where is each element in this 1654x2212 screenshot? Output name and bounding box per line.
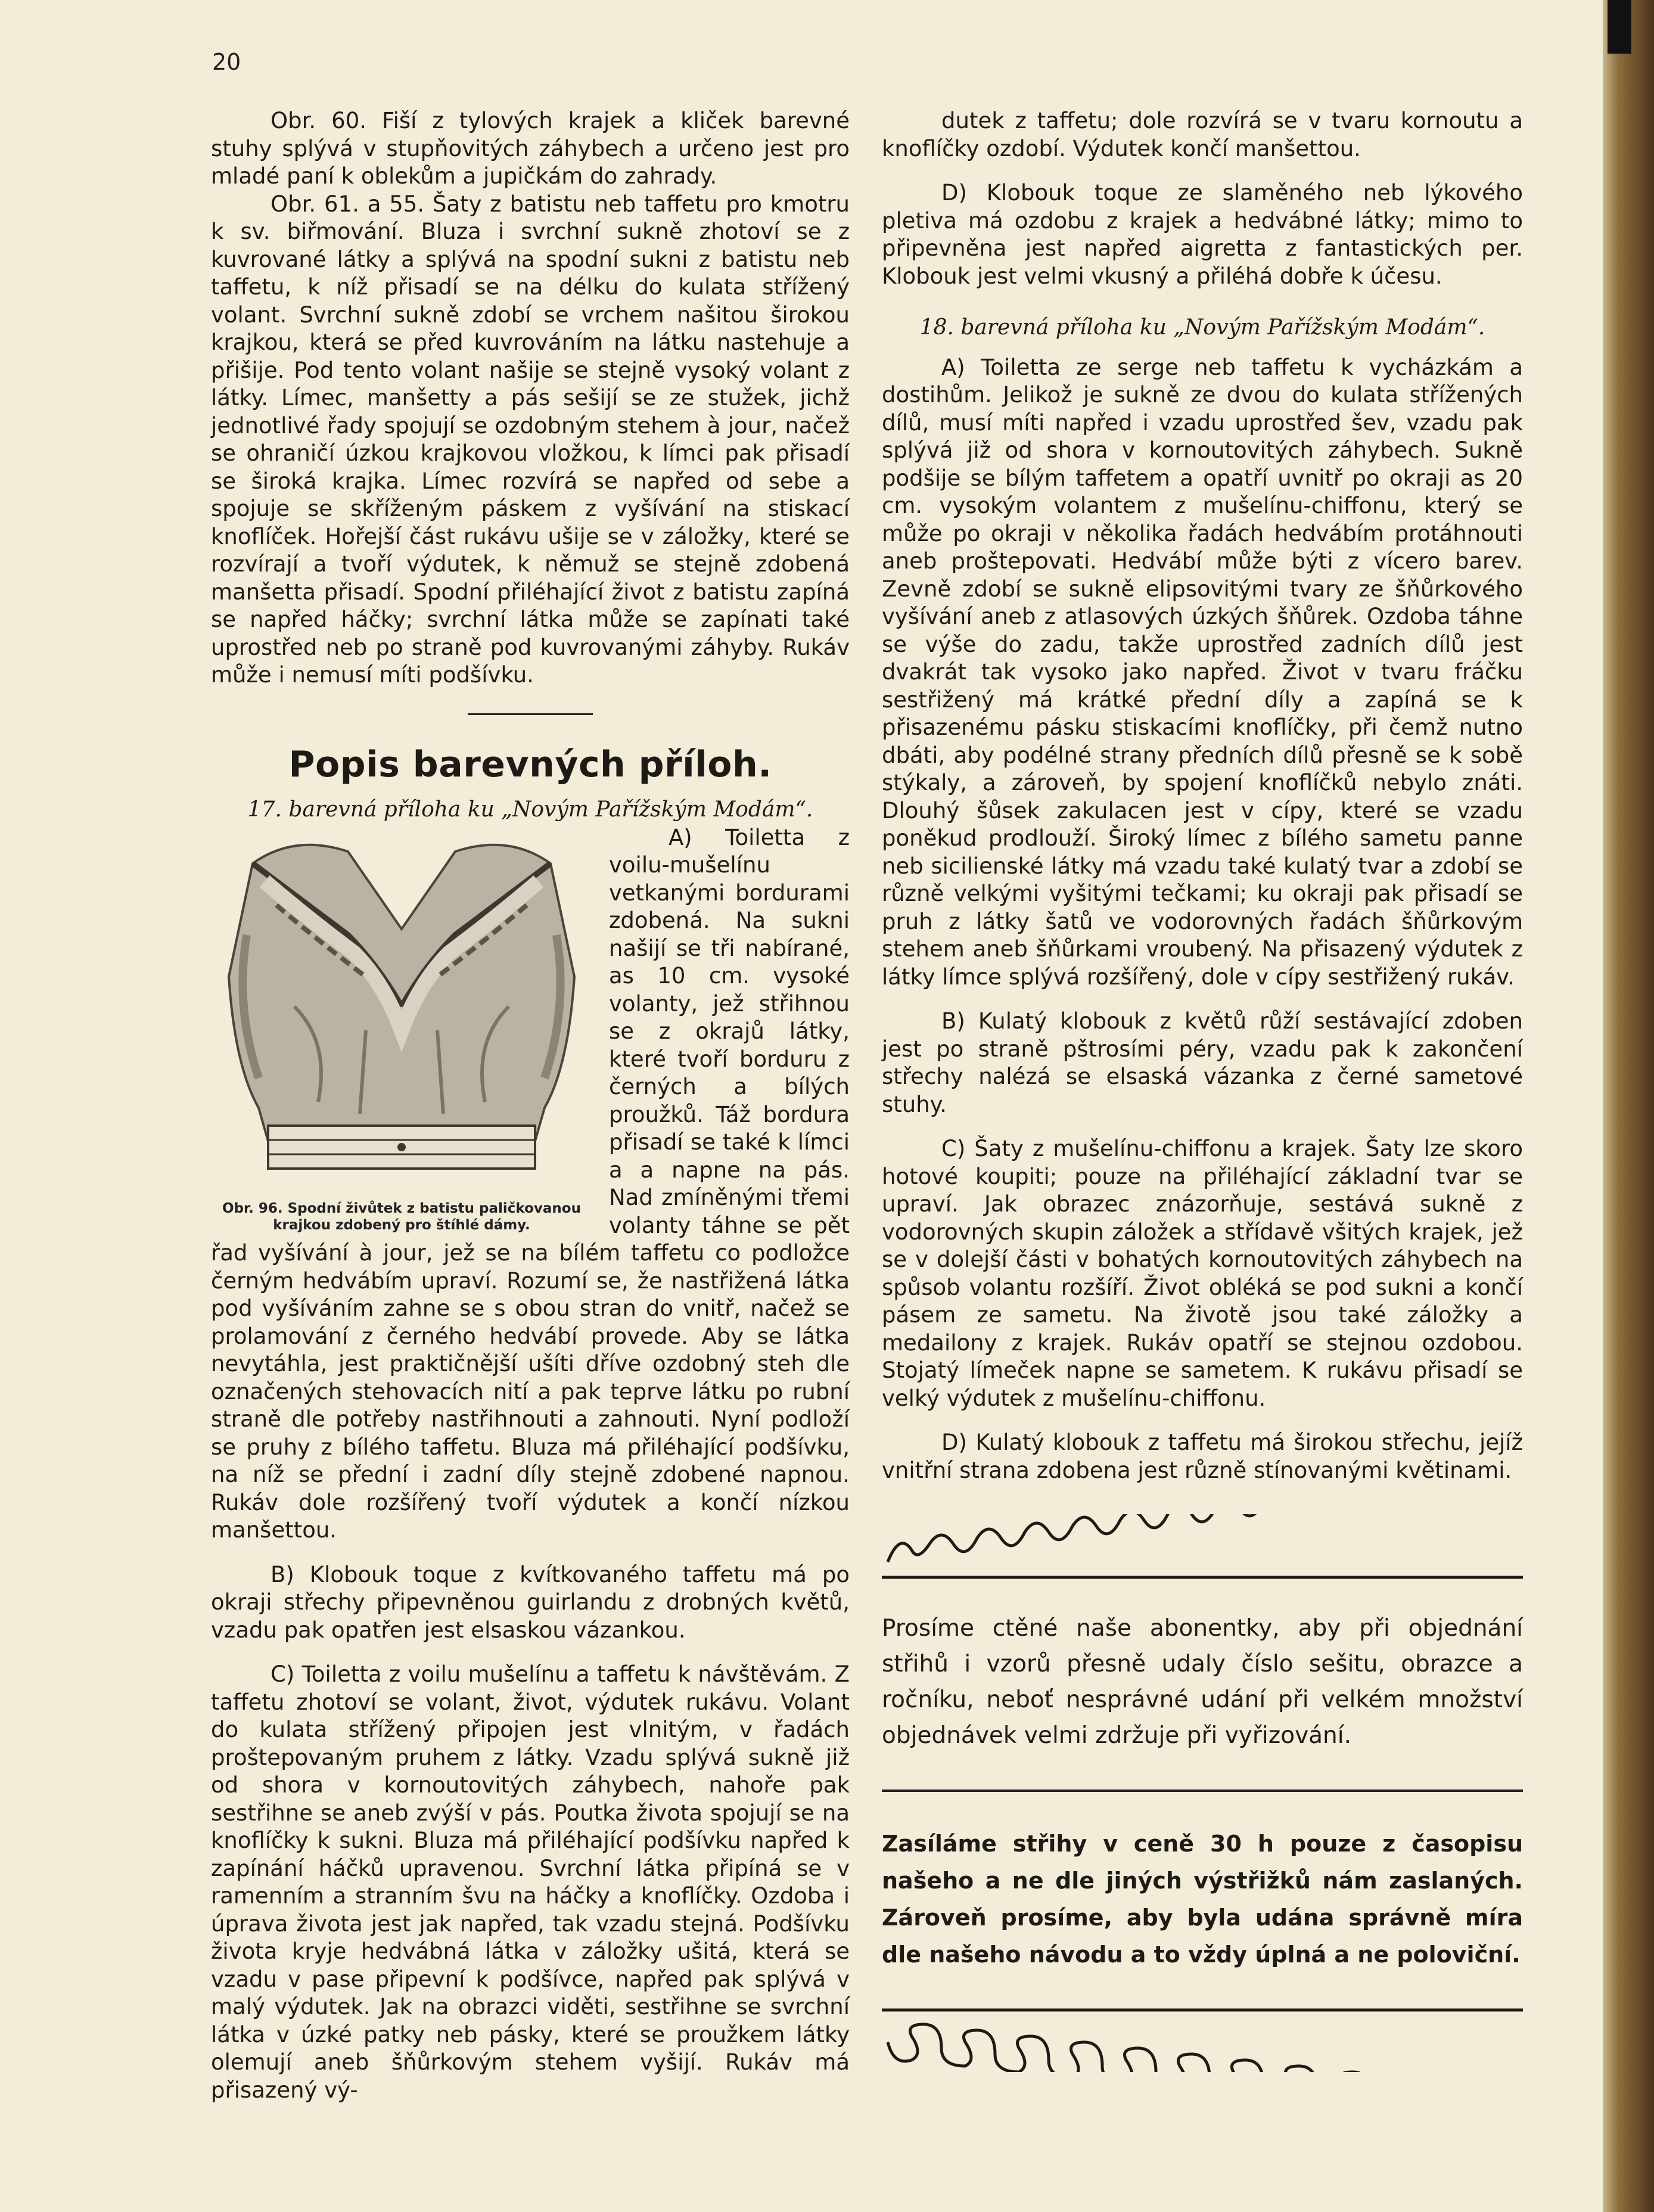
paragraph-17-d: D) Klobouk toque ze slaměného neb lýkového pletiva má ozdobu z krajek a hedvábné látky; mimo to připevněna jest napřed aigretta z fantastických per. Klobouk jest velmi vkusný a přiléhá dobře k účesu. bbox=[882, 180, 1523, 289]
book-spine-edge bbox=[1603, 0, 1654, 2212]
notice-patterns: Zasíláme střihy v ceně 30 h pouze z časopisu našeho a ne dle jiných výstřižků nám zaslaných. Zároveň prosíme, aby byla udána správně míra dle našeho návodu a to vždy úplná a ne poloviční. bbox=[882, 1830, 1523, 1968]
left-column bbox=[211, 107, 850, 2104]
paragraph-18-d: D) Kulatý klobouk z taffetu má širokou střechu, jejíž vnitřní strana zdobena jest různě stínovanými květinami. bbox=[882, 1430, 1523, 1483]
paragraph-17-b: B) Klobouk toque z kvítkovaného taffetu má po okraji střechy připevněnou guirlandu z drobných květů, vzadu pak opatřen jest elsaskou vázankou. bbox=[211, 1561, 850, 1643]
divider-rule bbox=[882, 1790, 1523, 1792]
paragraph-obr-60: Obr. 60. Fiší z tylových krajek a kliček barevné stuhy splývá v stupňovitých záhybech a určeno jest pro mladé paní k oblekům a jupičkám do zahrady. bbox=[211, 108, 850, 189]
supplement-18-heading: 18. barevná příloha ku „Novým Pařížským Modám“. bbox=[919, 315, 1485, 340]
lace-bodice-illustration bbox=[211, 828, 592, 1178]
paragraph-obr-61: Obr. 61. a 55. Šaty z batistu neb taffetu pro kmotru k sv. biřmování. Bluza i svrchní sukně zhotoví se z kuvrované látky a splývá na spodní sukni z batistu neb taffetu, k níž přisadí se na délku do kulata střížený volant. Svrchní sukně zdobí se vrchem našitou širokou krajkou, která se před kuvrováním na látku nastehuje a přišije. Pod tento volant našije se stejně vysoký volant z látky. Límec, manšetty a pás sešijí se ze stužek, jichž jednotlivé řady spojují se ozdobným stehem à jour, načež se ohraničí úzkou krajkovou vložkou, k límci pak přisadí se široká krajka. Límec rozvírá se napřed od sebe a spojuje se skříženým páskem z vyšívání na stiskací knoflíček. Hořejší část rukávu ušije se v záložky, které se rozvírají a tvoří výdutek, k němuž se stejně zdobená manšetta přisadí. Spodní přiléhající život z batistu zapíná se napřed háčky; svrchní látka může se zapínati také uprostřed neb po straně pod kuvrovanými záhyby. Rukáv může i nemusí míti podšívku. bbox=[211, 191, 850, 688]
paragraph-17-c-cont: dutek z taffetu; dole rozvírá se v tvaru kornoutu a knoflíčky ozdobí. Výdutek končí manšettou. bbox=[882, 108, 1523, 161]
paragraph-17-c: C) Toiletta z voilu mušelínu a taffetu k návštěvám. Z taffetu zhotoví se volant, život, výdutek rukávu. Volant do kulata střížený připojen jest vlnitým, v řadách proštepovaným pruhem z látky. Vzadu splývá sukně již od shora v kornoutovitých záhybech, nahoře pak sestřihne se aneb zvýší v pás. Poutka života spojují se na knoflíčky k sukni. Bluza má přiléhající podšívku napřed k zapínání háčků upravenou. Svrchní látka připíná se v ramenním a stranním švu na háčky a knoflíčky. Ozdoba i úprava života jest jak napřed, tak vzadu stejná. Podšívku života kryje hedvábná látka v záložky ušitá, která se vzadu v pase připevní k podšívce, napřed pak splývá v malý výdutek. Jak na obrazci viděti, sestřihne se svrchní látka v úzké patky neb pásky, které se proužkem látky olemují aneb šňůrkovým stehem vyšijí. Rukáv má přisazený vý- bbox=[211, 1661, 850, 2103]
divider bbox=[468, 713, 593, 715]
scroll-border-ornament-bottom bbox=[882, 2006, 1523, 2072]
spine-tab bbox=[1608, 0, 1631, 54]
figure-caption: Obr. 96. Spodní živůtek z batistu paličkovanou krajkou zdobený pro štíhlé dámy. bbox=[222, 1201, 581, 1233]
figure-96 bbox=[211, 828, 592, 1234]
right-column bbox=[882, 107, 1523, 2079]
paragraph-17-a: A) Toiletta z voilu-mušelínu vetkanými bordurami zdobená. Na sukni našijí se tři nabírané, as 10 cm. vysoké volanty, jež střihnou se z okrajů látky, které tvoří borduru z černých a bílých proužků. Táž bordura přisadí se také k límci a a napne na pás. Nad zmíněnými třemi volanty táhne se pět řad vyšívání à jour, jež se na bílém taffetu co podložce černým hedvábím upraví. Rozumí se, že nastřižená látka pod vyšíváním zahne se s obou stran do vnitř, načež se prolamování z černého hedvábí provede. Aby se látka nevytáhla, jest praktičnější ušíti dříve ozdobný steh dle označených stehovacích nití a pak teprve látku po rubní straně dle potřeby nastřihnouti a zahnouti. Nyní podloží se pruhy z bílého taffetu. Bluza má přiléhající podšívku, na níž se přední i zadní díly stejně zdobené napnou. Rukáv dole rozšířený tvoří výdutek a končí nízkou manšettou. bbox=[211, 824, 850, 1543]
supplement-17-heading: 17. barevná příloha ku „Novým Pařížským Modám“. bbox=[247, 797, 813, 822]
notice-subscribers: Prosíme ctěné naše abonentky, aby při objednání střihů i vzorů přesně udaly číslo sešitu, obrazce a ročníku, neboť nesprávné udání při velkém množství objednávek velmi zdržuje při vyřizování. bbox=[882, 1614, 1523, 1749]
paragraph-18-c: C) Šaty z mušelínu-chiffonu a krajek. Šaty lze skoro hotové koupiti; pouze na přiléhající základní tvar se upraví. Jak obrazec znázorňuje, sestává sukně z vodorovných skupin záložek a střídavě všitých krajek, jež se v dolejší části v bohatých kornoutovitých záhybech na spůsob volantu rozšíří. Život obléká se pod sukni a končí pásem ze sametu. Na životě jsou také záložky a medailony z krajek. Rukáv opatří se stejnou ozdobou. Stojatý límeček napne se sametem. K rukávu přisadí se velký výdutek z mušelínu-chiffonu. bbox=[882, 1136, 1523, 1411]
page-number: 20 bbox=[212, 49, 241, 75]
paragraph-18-a: A) Toiletta ze serge neb taffetu k vycházkám a dostihům. Jelikož je sukně ze dvou do kulata střížených dílů, musí míti napřed i vzadu uprostřed šev, vzadu pak splývá již od shora v kornoutovitých záhybech. Sukně podšije se bílým taffetem a opatří uvnitř po okraji as 20 cm. vysokým volantem z mušelínu-chiffonu, který se může po okraji v několika řadách hedvábím protáhnouti aneb proštepovati. Hedvábí může býti z vícero barev. Zevně zdobí se sukně elipsovitými tvary ze šňůrkového vyšívání aneb z atlasových úzkých šňůrek. Ozdoba táhne se výše do zadu, takže uprostřed zadních dílů jest dvakrát tak vysoko jako napřed. Život v tvaru fráčku sestřižený má krátké přední díly a zapíná se k přisazenému pásku stiskacími knoflíčky, při čemž nutno dbáti, aby podélné strany předních dílů přesně se k sobě stýkaly, a zároveň, by spojení knoflíčků nebylo znáti. Dlouhý šůsek zakulacen jest v cípy, které se vzadu poněkud prodlouží. Široký límec z bílého sametu panne neb sicilienské látky má vzadu také kulatý tvar a zdobí se různě velkými vyšitými tečkami; ku okraji pak přisadí se pruh z látky šatů ve vodorovných řadách šňůrkovým stehem aneb šňůrkami vroubený. Na přisazený výdutek z látky límce splývá rozšířený, dole v cípy sestřižený rukáv. bbox=[882, 354, 1523, 990]
section-title: Popis barevných příloh. bbox=[288, 743, 772, 785]
scroll-border-ornament bbox=[882, 1514, 1523, 1580]
paragraph-18-b: B) Kulatý klobouk z květů růží sestávající zdoben jest po straně pštrosími péry, vzadu pak k zakončení střechy nalézá se elsaská vázanka z černé sametové stuhy. bbox=[882, 1008, 1523, 1117]
